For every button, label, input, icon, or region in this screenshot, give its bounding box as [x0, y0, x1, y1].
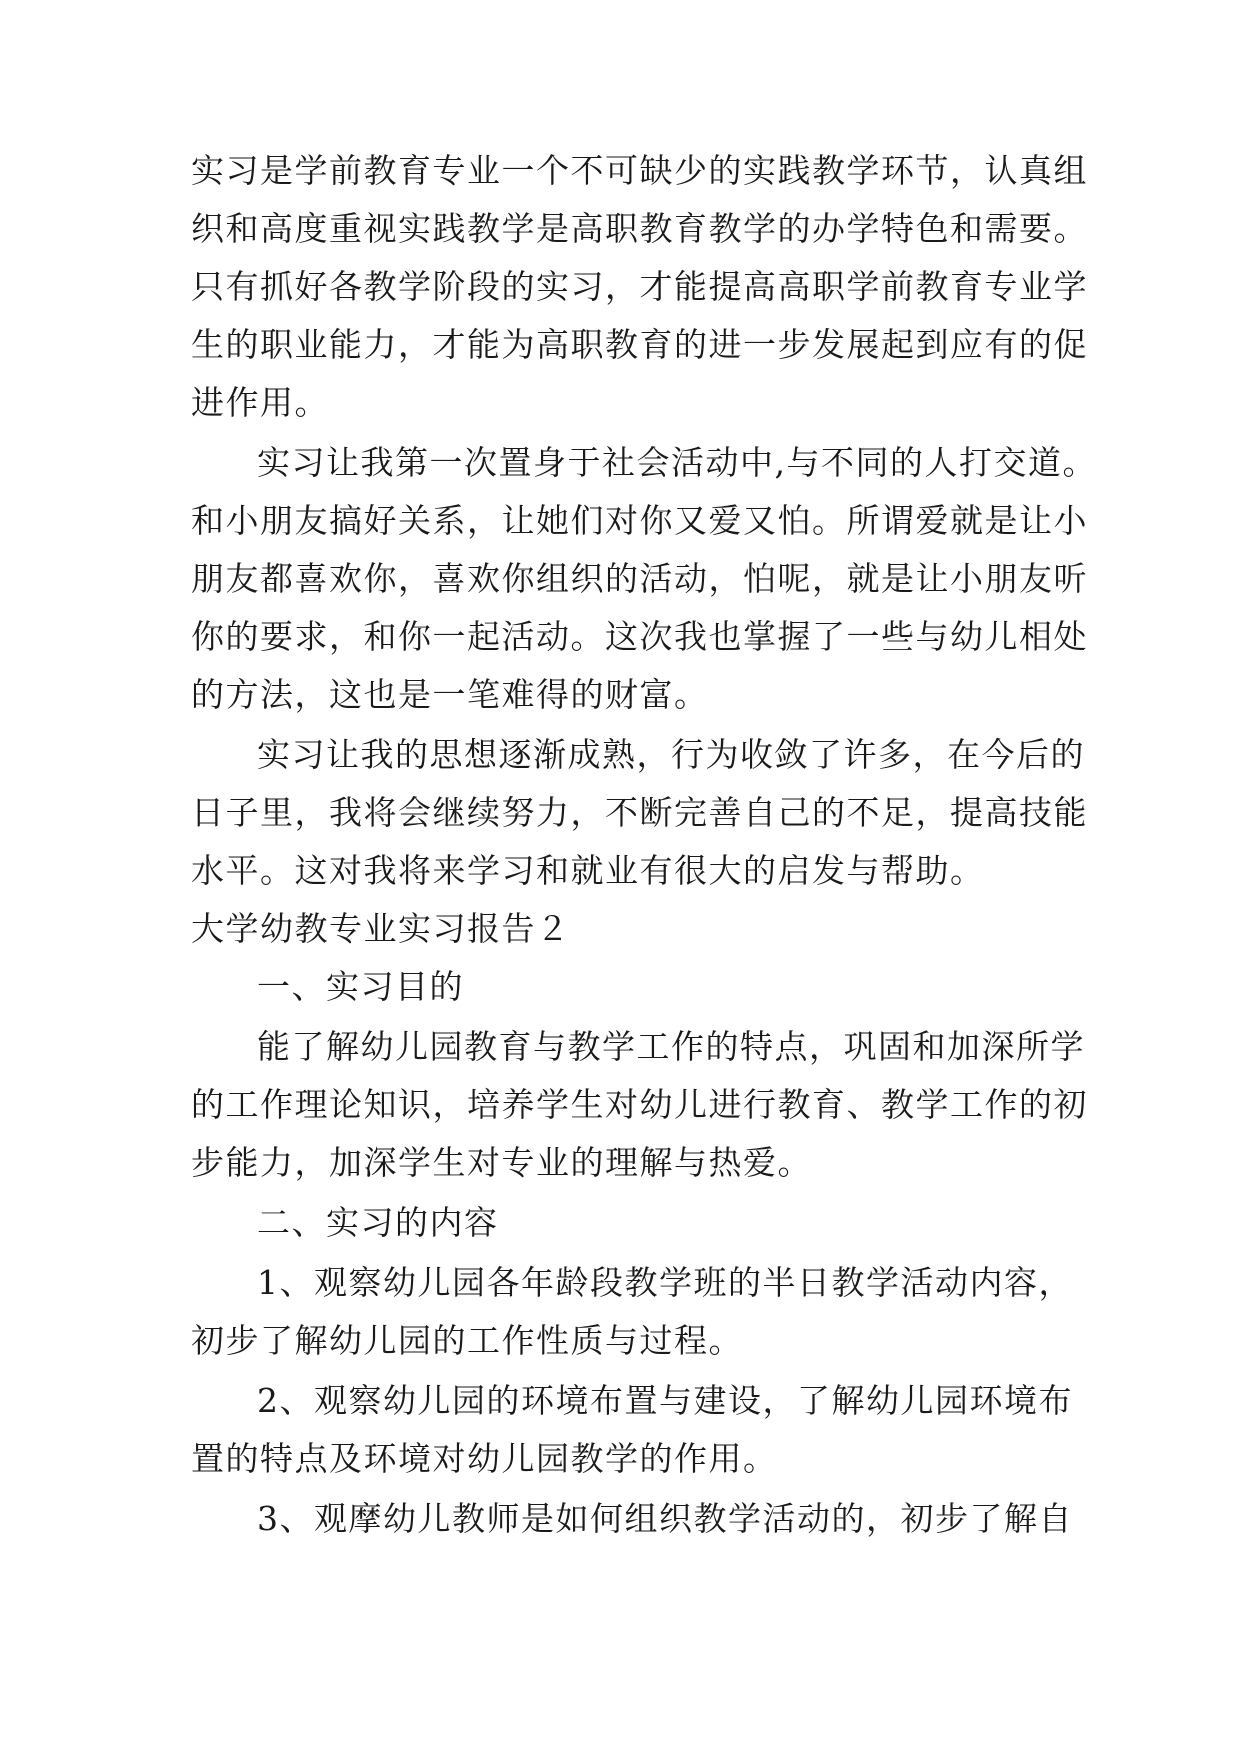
body-text-line: 的方法，这也是一笔难得的财富。 [191, 675, 709, 714]
body-text-line: 生的职业能力，才能为高职教育的进一步发展起到应有的促 [191, 325, 1088, 364]
body-text-line: 你的要求，和你一起活动。这次我也掌握了一些与幼儿相处 [191, 617, 1088, 656]
body-text-line: 日子里，我将会继续努力，不断完善自己的不足，提高技能 [191, 793, 1088, 832]
body-text-line: 实习是学前教育专业一个不可缺少的实践教学环节，认真组 [191, 151, 1088, 190]
section-heading: 二、实习的内容 [257, 1203, 499, 1242]
body-text-line: 的工作理论知识，培养学生对幼儿进行教育、教学工作的初 [191, 1085, 1088, 1124]
body-text-line: 和小朋友搞好关系，让她们对你又爱又怕。所谓爱就是让小 [191, 501, 1088, 540]
body-text-line: 织和高度重视实践教学是高职教育教学的办学特色和需要。 [191, 209, 1088, 248]
list-item-continuation: 置的特点及环境对幼儿园教学的作用。 [191, 1439, 778, 1478]
list-item: 1、观察幼儿园各年龄段教学班的半日教学活动内容， [257, 1263, 1073, 1302]
body-text-line: 水平。这对我将来学习和就业有很大的启发与帮助。 [191, 851, 985, 890]
body-text-line: 能了解幼儿园教育与教学工作的特点，巩固和加深所学 [257, 1027, 1085, 1066]
list-item-continuation: 初步了解幼儿园的工作性质与过程。 [191, 1321, 743, 1360]
list-item: 2、观察幼儿园的环境布置与建设，了解幼儿园环境布 [257, 1381, 1073, 1420]
section-title: 大学幼教专业实习报告２ [191, 909, 571, 948]
body-text-line: 只有抓好各教学阶段的实习，才能提高高职学前教育专业学 [191, 267, 1088, 306]
body-text-line: 进作用。 [191, 383, 329, 422]
body-text-line: 实习让我的思想逐渐成熟，行为收敛了许多，在今后的 [257, 735, 1085, 774]
list-item: 3、观摩幼儿教师是如何组织教学活动的，初步了解自 [257, 1499, 1073, 1538]
body-text-line: 朋友都喜欢你，喜欢你组织的活动，怕呢，就是让小朋友听 [191, 559, 1088, 598]
body-text-line: 实习让我第一次置身于社会活动中,与不同的人打交道。 [257, 443, 1097, 482]
body-text-line: 步能力，加深学生对专业的理解与热爱。 [191, 1143, 812, 1182]
section-heading: 一、实习目的 [257, 967, 464, 1006]
